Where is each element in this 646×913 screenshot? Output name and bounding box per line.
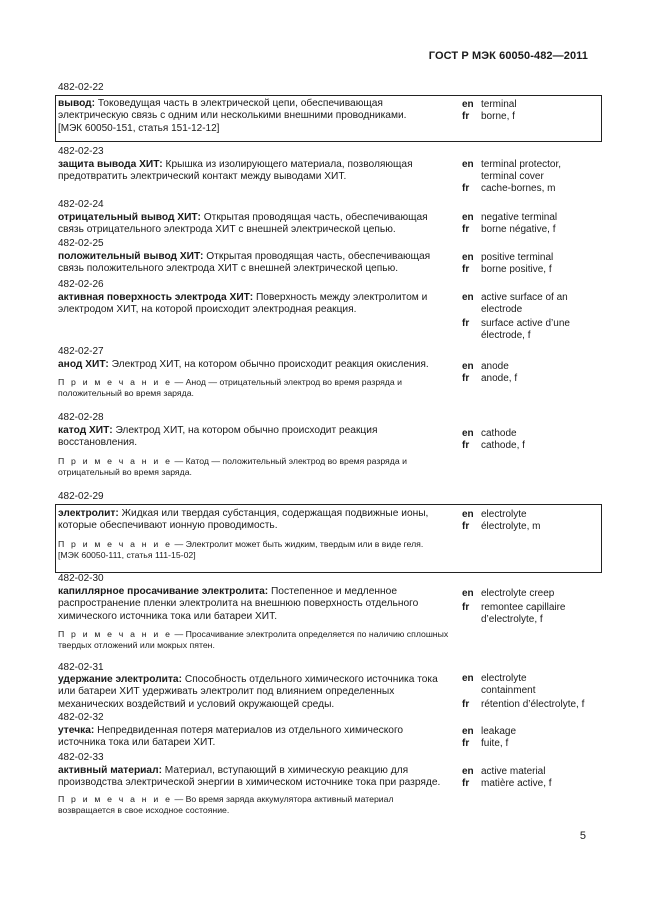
- entry-note: [58, 456, 450, 478]
- entry-definition: [58, 292, 450, 317]
- lang-code-fr: fr: [462, 521, 470, 532]
- equivalents: [462, 509, 602, 533]
- note-text: — Во время заряда аккумулятора активный материал возвращается в свое исходное состояние.: [58, 793, 394, 815]
- entry-number: 482-02-33: [58, 752, 104, 763]
- note-text: — Анод — отрицательный электрод во время разряда и положительный во время заряда.: [58, 377, 402, 399]
- lang-code-en: en: [462, 509, 474, 520]
- fr-term-cont: d’electrolyte, f: [481, 614, 543, 625]
- fr-term: rétention d’électrolyte, f: [481, 699, 585, 710]
- entry-number: 482-02-24: [58, 199, 104, 210]
- entry-note: [58, 539, 450, 550]
- lang-code-fr: fr: [462, 602, 470, 613]
- reference: [МЭК 60050-111, статья 111-15-02]: [58, 549, 196, 560]
- equivalents: [462, 588, 602, 626]
- definition-text: Постепенное и медленное распространение пленки электролита на внешнюю поверхность отдельного химического источника тока или батареи ХИТ.: [58, 586, 419, 622]
- note-label: П р и м е ч а н и е: [58, 377, 173, 388]
- fr-term: cathode, f: [481, 440, 525, 451]
- equivalents: [462, 766, 602, 790]
- fr-term: fuite, f: [481, 738, 509, 749]
- equivalents: [462, 99, 602, 123]
- entry-note: [58, 377, 450, 399]
- entry-definition: [58, 765, 450, 816]
- en-term: anode: [481, 361, 509, 372]
- term: активная поверхность электрода ХИТ:: [58, 292, 254, 303]
- lang-code-fr: fr: [462, 111, 470, 122]
- fr-term: surface active d’une: [481, 318, 570, 329]
- term: отрицательный вывод ХИТ:: [58, 212, 201, 223]
- en-term: terminal: [481, 99, 517, 110]
- definition-text: Открытая проводящая часть, обеспечивающая связь отрицательного электрода ХИТ с внешней электрической цепью.: [58, 212, 428, 236]
- en-term: electrolyte: [481, 673, 527, 684]
- entry-definition: [58, 425, 450, 478]
- lang-code-fr: fr: [462, 373, 470, 384]
- equivalents: [462, 159, 602, 195]
- lang-code-en: en: [462, 252, 474, 263]
- entry-definition: [58, 508, 450, 561]
- note-label: П р и м е ч а н и е: [58, 628, 173, 639]
- en-term: cathode: [481, 428, 517, 439]
- lang-code-fr: fr: [462, 183, 470, 194]
- entry-definition: [58, 98, 450, 135]
- lang-code-fr: fr: [462, 264, 470, 275]
- term: вывод:: [58, 98, 96, 109]
- definition-text: Поверхность между электролитом и электродом ХИТ, на которой происходит электродная реакция.: [58, 292, 428, 316]
- standard-header: ГОСТ Р МЭК 60050-482—2011: [428, 50, 588, 62]
- term: электролит:: [58, 508, 119, 519]
- entry-number: 482-02-29: [58, 491, 104, 502]
- entry-number: 482-02-28: [58, 412, 104, 423]
- term: анод ХИТ:: [58, 359, 109, 370]
- note-label: П р и м е ч а н и е: [58, 455, 173, 466]
- note-text: — Катод — положительный электрод во время разряда и отрицательный во время заряда.: [58, 455, 407, 477]
- en-term: active surface of an: [481, 292, 568, 303]
- equivalents: [462, 361, 602, 385]
- en-term-cont: electrode: [481, 304, 523, 315]
- lang-code-en: en: [462, 673, 474, 684]
- lang-code-en: en: [462, 159, 474, 170]
- fr-term-cont: électrode, f: [481, 330, 531, 341]
- entry-number: 482-02-30: [58, 573, 104, 584]
- entry-note: [58, 794, 450, 816]
- equivalents: [462, 673, 602, 711]
- note-label: П р и м е ч а н и е: [58, 793, 173, 804]
- definition-text: Электрод ХИТ, на котором обычно происходит реакция восстановления.: [58, 425, 378, 449]
- fr-term: borne, f: [481, 111, 515, 122]
- entry-number: 482-02-27: [58, 346, 104, 357]
- entry-definition: [58, 212, 450, 237]
- lang-code-en: en: [462, 292, 474, 303]
- en-term-cont: containment: [481, 685, 536, 696]
- fr-term: anode, f: [481, 373, 518, 384]
- lang-code-en: en: [462, 588, 474, 599]
- entry-number: 482-02-25: [58, 238, 104, 249]
- entry-number: 482-02-22: [58, 82, 104, 93]
- equivalents: [462, 252, 602, 276]
- term: катод ХИТ:: [58, 425, 113, 436]
- entry-number: 482-02-31: [58, 662, 104, 673]
- entry-definition: [58, 674, 450, 711]
- equivalents: [462, 726, 602, 750]
- lang-code-fr: fr: [462, 440, 470, 451]
- term: удержание электролита:: [58, 674, 182, 685]
- lang-code-fr: fr: [462, 738, 470, 749]
- entry-note: [58, 629, 450, 651]
- fr-term: borne positive, f: [481, 264, 552, 275]
- note-text: — Электролит может быть жидким, твердым или в виде геля.: [172, 538, 424, 549]
- lang-code-fr: fr: [462, 318, 470, 329]
- term: утечка:: [58, 725, 95, 736]
- en-term: negative terminal: [481, 212, 558, 223]
- lang-code-en: en: [462, 428, 474, 439]
- entry-definition: [58, 725, 450, 750]
- term: капиллярное просачивание электролита:: [58, 586, 269, 597]
- lang-code-fr: fr: [462, 778, 470, 789]
- equivalents: [462, 428, 602, 452]
- entry-number: 482-02-26: [58, 279, 104, 290]
- definition-text: Крышка из изолирующего материала, позволяющая предотвратить электрический контакт между выводами ХИТ.: [58, 159, 413, 183]
- term: защита вывода ХИТ:: [58, 159, 163, 170]
- equivalents: [462, 212, 602, 236]
- en-term: electrolyte: [481, 509, 527, 520]
- lang-code-en: en: [462, 766, 474, 777]
- entry-number: 482-02-32: [58, 712, 104, 723]
- definition-text: Материал, вступающий в химическую реакцию для производства электрической энергии в химическом источнике тока при разряде.: [58, 765, 441, 789]
- definition-text: Токоведущая часть в электрической цепи, обеспечивающая электрическую связь с одним или несколькими внешними проводниками.: [58, 98, 407, 122]
- reference: [МЭК 60050-151, статья 151-12-12]: [58, 122, 220, 134]
- fr-term: borne négative, f: [481, 224, 556, 235]
- en-term: leakage: [481, 726, 517, 737]
- note-text: — Просачивание электролита определяется по наличию сплошных твердых отложений или мокрых пятен.: [58, 628, 449, 650]
- fr-term: matière active, f: [481, 778, 552, 789]
- lang-code-en: en: [462, 361, 474, 372]
- definition-text: Способность отдельного химического источника тока или батареи ХИТ удерживать электролит под влиянием определенных механических воздействий и условий окружающей среды.: [58, 674, 438, 710]
- entry-number: 482-02-23: [58, 146, 104, 157]
- en-term: active material: [481, 766, 546, 777]
- fr-term: cache-bornes, m: [481, 183, 556, 194]
- lang-code-en: en: [462, 212, 474, 223]
- lang-code-fr: fr: [462, 224, 470, 235]
- definition-text: Непредвиденная потеря материалов из отдельного химического источника тока или батареи ХИТ.: [58, 725, 404, 749]
- definition-text: Электрод ХИТ, на котором обычно происходит реакция окисления.: [108, 359, 429, 370]
- definition-text: Открытая проводящая часть, обеспечивающая связь положительного электрода ХИТ с внешней электрической цепью.: [58, 251, 431, 275]
- en-term: electrolyte creep: [481, 588, 555, 599]
- en-term: terminal protector,: [481, 159, 562, 170]
- lang-code-fr: fr: [462, 699, 470, 710]
- definition-text: Жидкая или твердая субстанция, содержащая подвижные ионы, которые обеспечивают ионную проводимость.: [58, 508, 429, 532]
- note-label: П р и м е ч а н и е: [58, 538, 173, 549]
- lang-code-en: en: [462, 726, 474, 737]
- en-term: positive terminal: [481, 252, 554, 263]
- entry-definition: [58, 251, 450, 276]
- entry-definition: [58, 359, 450, 399]
- page-number: 5: [579, 830, 586, 842]
- lang-code-en: en: [462, 99, 474, 110]
- equivalents: [462, 292, 602, 342]
- en-term-cont: terminal cover: [481, 171, 544, 182]
- fr-term: remontee capillaire: [481, 602, 566, 613]
- entry-definition: [58, 159, 450, 184]
- entry-definition: [58, 586, 450, 651]
- term: положительный вывод ХИТ:: [58, 251, 204, 262]
- term: активный материал:: [58, 765, 162, 776]
- fr-term: électrolyte, m: [481, 521, 541, 532]
